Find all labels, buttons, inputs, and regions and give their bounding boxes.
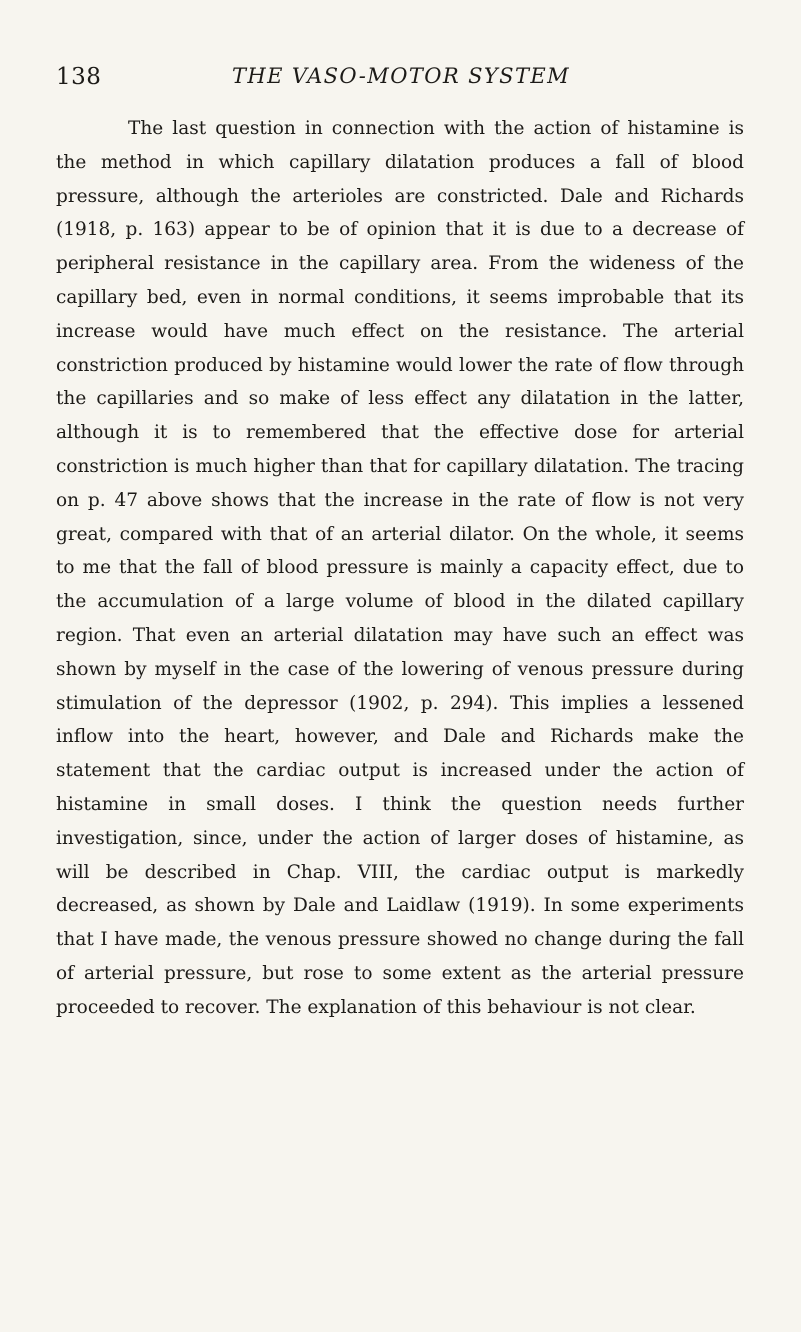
- body-paragraph: The last question in connection with the action of histamine is the method in which capillary dilatation produces a fall of blood pressure, although the arterioles are constricted. Dale and Richards (1918, p. 163) appear to be of opinion that it is due to a decrease of peripheral resistance in the capillary area. From the wideness of the capillary bed, even in normal conditions, it seems improbable that its increase would have much effect on the resistance. The arterial constriction produced by histamine would lower the rate of flow through the capillaries and so make of less effect any dilatation in the latter, although it is to remembered that the effective dose for arterial constriction is much higher than that for capillary dilatation. The tracing on p. 47 above shows that the increase in the rate of flow is not very great, compared with that of an arterial dilator. On the whole, it seems to me that the fall of blood pressure is mainly a capacity effect, due to the accumulation of a large volume of blood in the dilated capillary region. That even an arterial dilatation may have such an effect was shown by myself in the case of the lowering of venous pressure during stimulation of the depressor (1902, p. 294). This implies a lessened inflow into the heart, however, and Dale and Richards make the statement that the cardiac output is increased under the action of histamine in small doses. I think the question needs further investigation, since, under the action of larger doses of histamine, as will be described in Chap. VIII, the cardiac output is markedly decreased, as shown by Dale and Laidlaw (1919). In some experiments that I have made, the venous pressure showed no change during the fall of arterial pressure, but rose to some extent as the arterial pressure proceeded to recover. The explanation of this behaviour is not clear.: [56, 118, 744, 1018]
- running-title: THE VASO-MOTOR SYSTEM: [232, 64, 571, 88]
- page-header: [56, 64, 746, 100]
- page-number: 138: [56, 64, 102, 90]
